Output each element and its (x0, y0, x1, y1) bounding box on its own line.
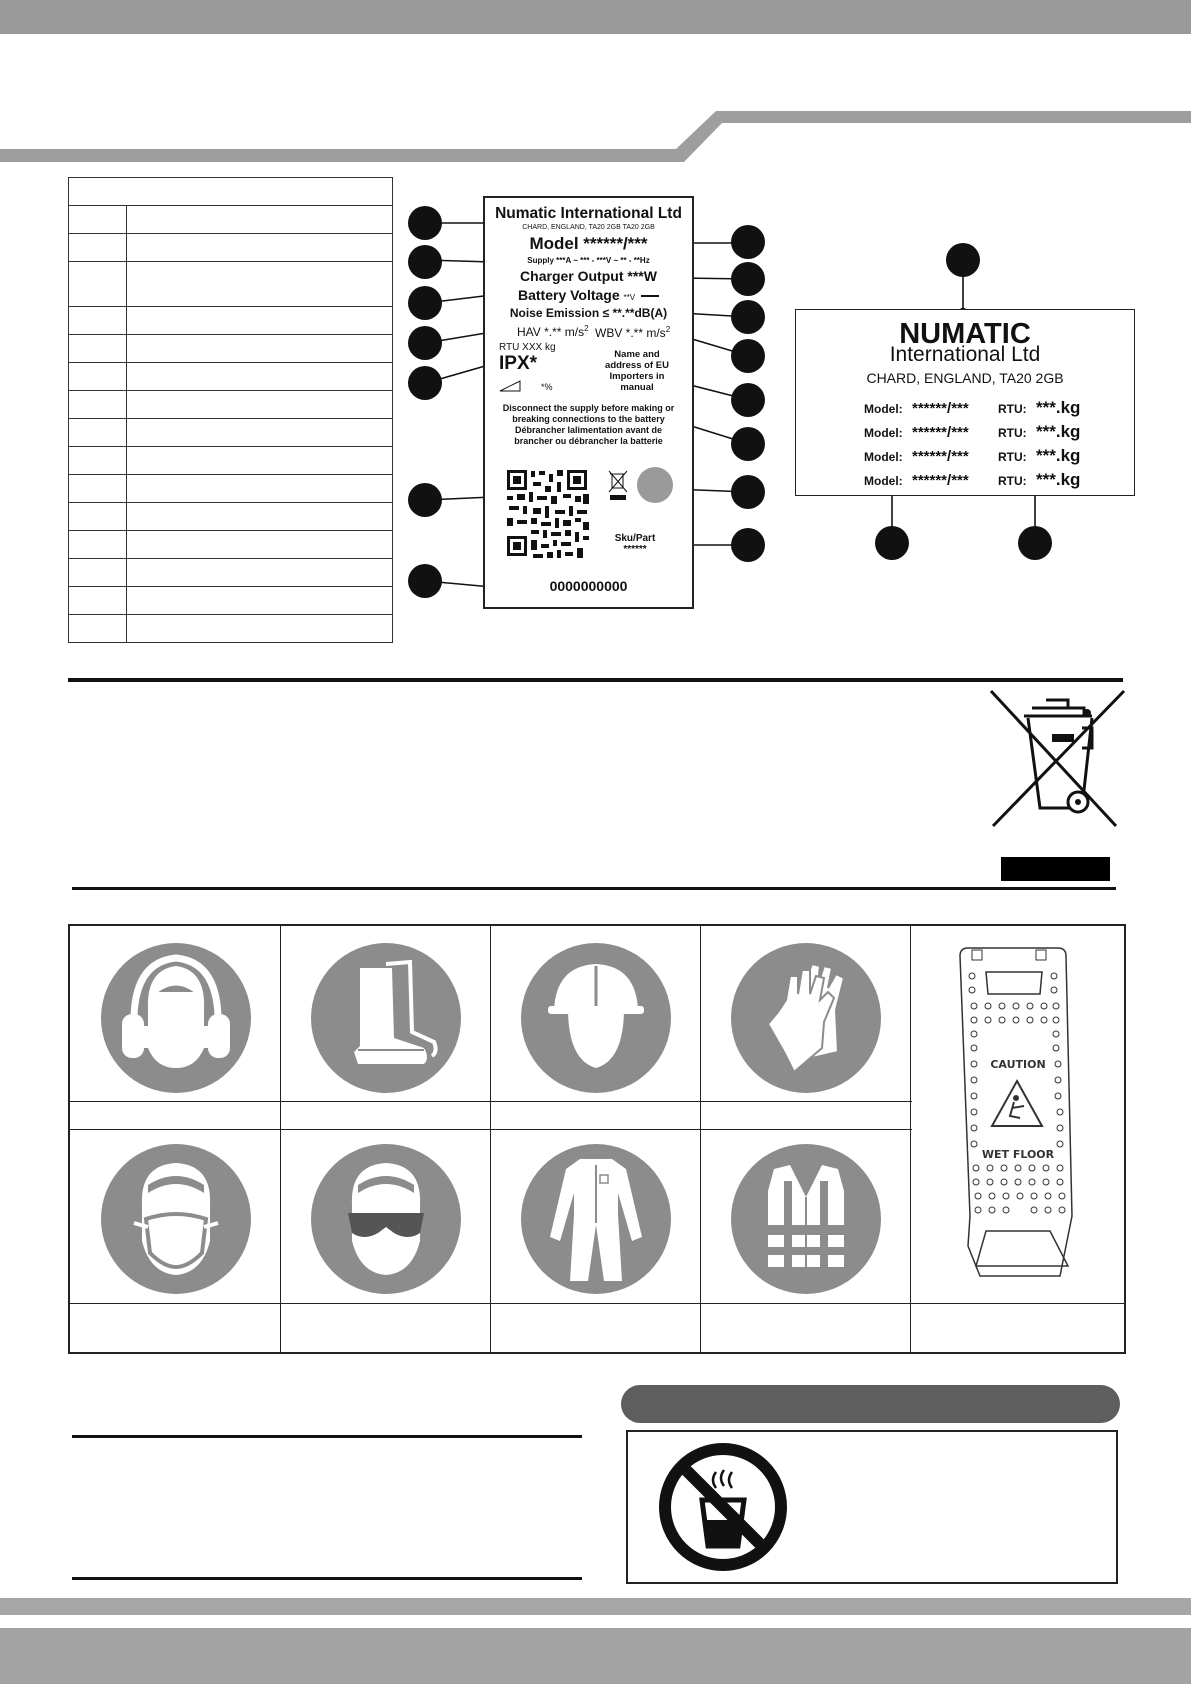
table-row (69, 503, 393, 531)
section-divider (68, 678, 1123, 682)
table-row (69, 262, 393, 307)
section-divider (72, 1577, 582, 1580)
model-row: Model: ******/*** RTU: ***.kg (864, 446, 1081, 465)
footer-bar-thin (0, 1598, 1191, 1615)
label-battery-voltage: Battery Voltage **V (485, 287, 692, 303)
model-row: Model: ******/*** RTU: ***.kg (864, 398, 1081, 417)
qr-code-icon (505, 468, 591, 560)
table-row (69, 419, 393, 447)
label-importers: Name and address of EU Importers in manual (605, 349, 669, 393)
table-row (69, 447, 393, 475)
callout-marker (731, 300, 765, 334)
table-row (69, 391, 393, 419)
callout-marker (731, 528, 765, 562)
slope-icon (499, 380, 521, 392)
numatic-company: International Ltd (889, 343, 1041, 366)
numatic-model-label (795, 309, 1135, 496)
numatic-model-rows (864, 398, 1124, 494)
callout-marker (408, 483, 442, 517)
certification-mark-placeholder (637, 467, 673, 503)
model-row: Model: ******/*** RTU: ***.kg (864, 470, 1081, 489)
callout-marker (408, 366, 442, 400)
dust-mask-icon (98, 1141, 254, 1297)
table-row (69, 206, 393, 234)
label-ipx: IPX* (499, 353, 538, 374)
table-row (69, 559, 393, 587)
callout-marker (408, 564, 442, 598)
rating-plate-key-table (68, 177, 393, 643)
label-charger-output: Charger Output ***W (520, 268, 657, 284)
crossed-out-bin-icon (988, 688, 1128, 828)
table-row (69, 475, 393, 503)
label-rtu: RTU XXX kg (499, 342, 556, 353)
callout-marker (1018, 526, 1052, 560)
model-row: Model: ******/*** RTU: ***.kg (864, 422, 1081, 441)
label-serial-number: 0000000000 (549, 578, 628, 594)
table-row (69, 363, 393, 391)
callout-marker (408, 206, 442, 240)
table-row (69, 234, 393, 262)
section-divider (72, 1435, 582, 1438)
label-address: CHARD, ENGLAND, TA20 2GB TA20 2GB (522, 224, 655, 231)
header-chevron-band (0, 105, 1191, 162)
table-row (69, 307, 393, 335)
top-bar (0, 0, 1191, 34)
table-row (69, 335, 393, 363)
callout-marker (731, 225, 765, 259)
label-disconnect-en: Disconnect the supply before making or breaking connections to the battery (502, 403, 675, 424)
footer-bar (0, 1628, 1191, 1684)
rating-plate-label (483, 196, 694, 609)
hard-hat-icon (518, 940, 674, 1096)
callout-marker (731, 339, 765, 373)
eye-protection-icon (308, 1141, 464, 1297)
wet-floor-text: WET FLOOR (981, 1148, 1055, 1161)
caution-text: CAUTION (990, 1058, 1046, 1071)
label-company: Numatic International Ltd (495, 205, 682, 222)
callout-marker (731, 383, 765, 417)
label-supply: Supply ***A ~ *** - ***V ~ ** - **Hz (527, 256, 650, 265)
table-row (69, 615, 393, 643)
table-row (69, 531, 393, 559)
label-wbv: WBV *.** $m/s^2$ (595, 325, 671, 340)
section-divider (72, 887, 1116, 890)
callout-marker (731, 475, 765, 509)
numatic-address: CHARD, ENGLAND, TA20 2GB (866, 370, 1064, 386)
safety-boots-icon (308, 940, 464, 1096)
numatic-brand: NUMATIC (899, 318, 1031, 350)
callout-marker (408, 245, 442, 279)
wet-floor-sign-icon (950, 946, 1080, 1286)
label-model: Model ******/*** (529, 234, 648, 253)
protective-overalls-icon (518, 1141, 674, 1297)
callout-marker (946, 243, 980, 277)
callout-marker (408, 326, 442, 360)
hi-vis-vest-icon (728, 1141, 884, 1297)
label-hav: HAV *.** $m/s^2$ (517, 324, 589, 339)
callout-marker (731, 262, 765, 296)
protective-gloves-icon (728, 940, 884, 1096)
label-slope: *% (541, 382, 553, 392)
table-row (69, 587, 393, 615)
not-drinking-water-icon (658, 1442, 788, 1572)
ppe-icon-grid (68, 924, 1126, 1354)
table-header (69, 178, 393, 206)
label-sku: Sku/Part ****** (614, 533, 656, 555)
label-disconnect-fr: Débrancher lalimentation avant de brancher ou débrancher la batterie (514, 425, 663, 446)
warning-heading-pill (621, 1385, 1120, 1423)
black-bar-marker (1001, 857, 1110, 881)
weee-bin-icon (607, 470, 629, 502)
no-drinking-water-panel (626, 1430, 1118, 1584)
callout-marker (875, 526, 909, 560)
label-noise-emission: Noise Emission ≤ **.**dB(A) (509, 306, 668, 320)
ear-protection-icon (98, 940, 254, 1096)
callout-marker (408, 286, 442, 320)
callout-marker (731, 427, 765, 461)
